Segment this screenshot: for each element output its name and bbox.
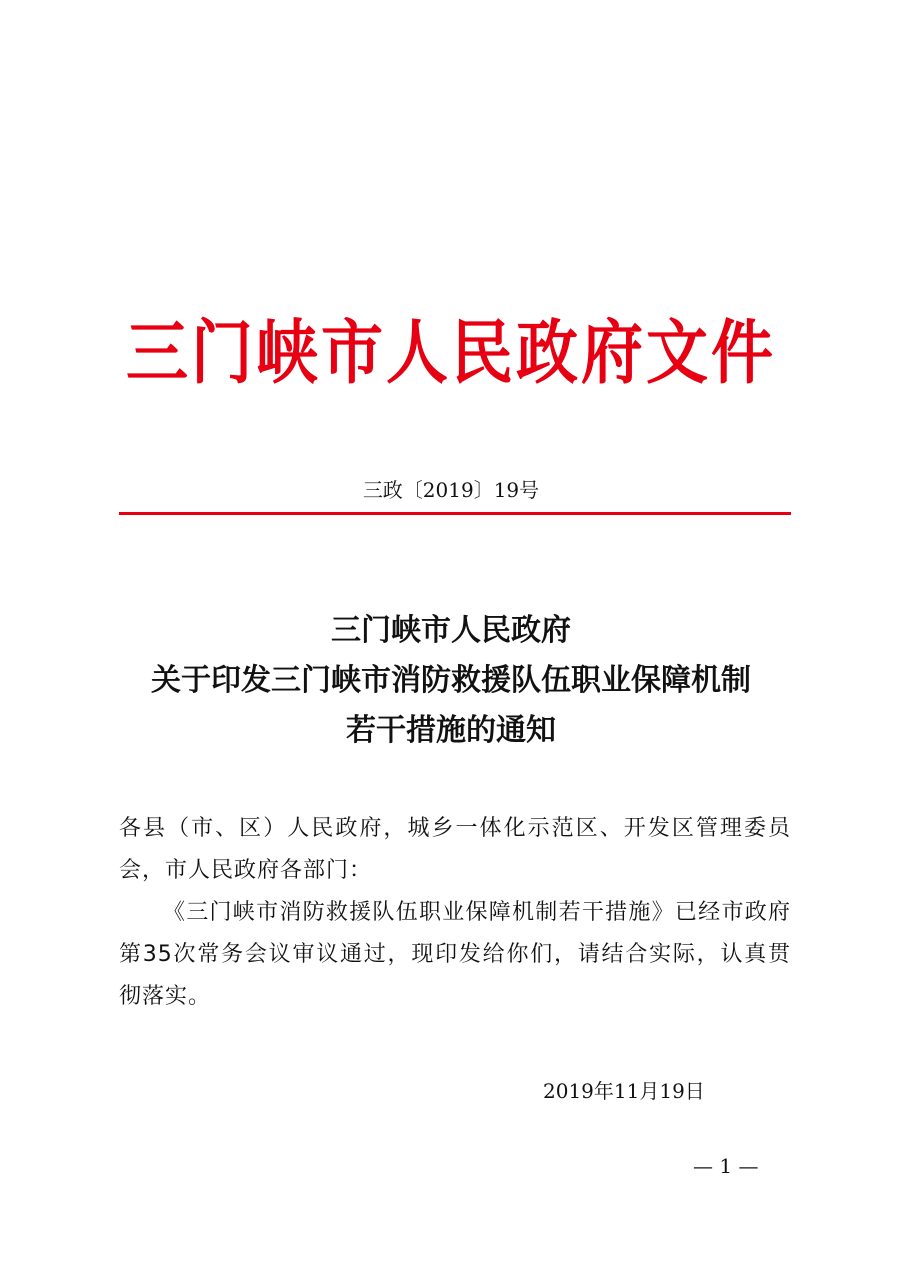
masthead-title: 三门峡市人民政府文件: [125, 311, 776, 394]
title-line-2: 关于印发三门峡市消防救援队伍职业保障机制: [151, 663, 751, 698]
document-body: [119, 808, 791, 1018]
body-paragraph: 《三门峡市消防救援队伍职业保障机制若干措施》已经市政府第35次常务会议审议通过，现印发给你们，请结合实际，认真贯彻落实。: [119, 900, 791, 1009]
title-line-3: 若干措施的通知: [346, 713, 556, 748]
title-line-1: 三门峡市人民政府: [331, 613, 571, 648]
document-title: [0, 606, 902, 756]
issue-date: 2019年11月19日: [543, 1079, 705, 1103]
recipients-paragraph: 各县（市、区）人民政府，城乡一体化示范区、开发区管理委员会，市人民政府各部门：: [119, 816, 791, 883]
red-divider-line: [119, 512, 791, 515]
document-number: 三政〔2019〕19号: [362, 478, 540, 502]
page-number: — 1 —: [693, 1154, 759, 1178]
